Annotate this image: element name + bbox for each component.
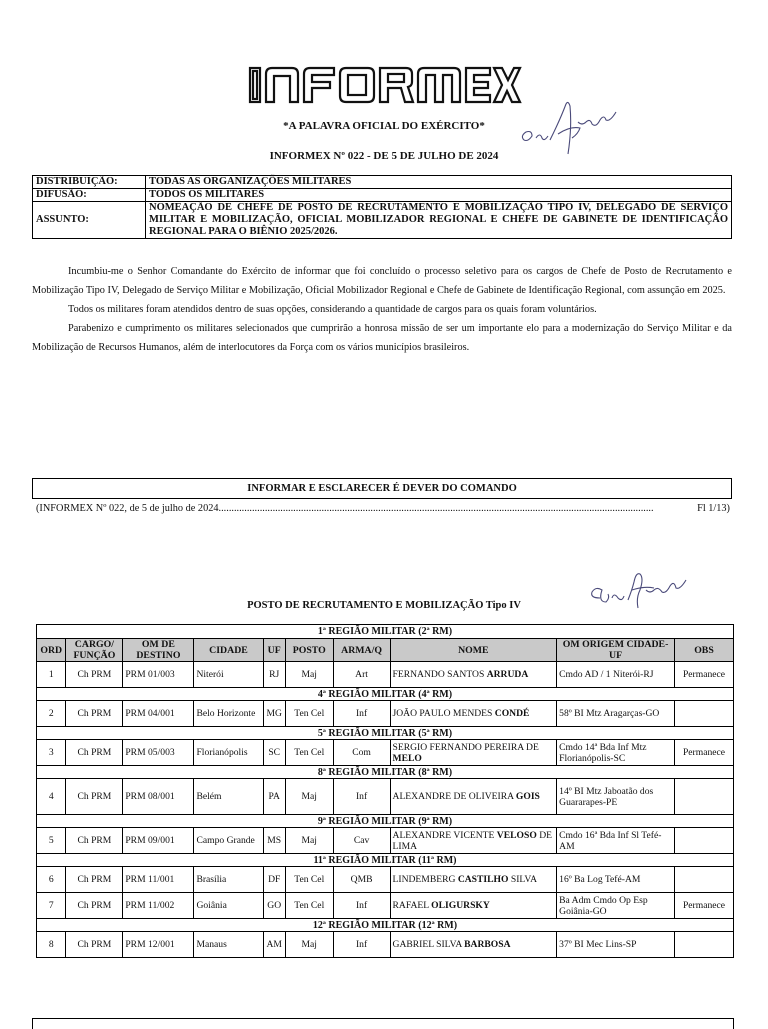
om-origem-cell: 14º BI Mtz Jaboatão dos Guararapes-PE bbox=[557, 779, 675, 815]
ord-cell: 4 bbox=[37, 779, 66, 815]
om-origem-cell: Cmdo 14ª Bda Inf Mtz Florianópolis-SC bbox=[557, 740, 675, 766]
nome-de-guerra: BARBOSA bbox=[464, 939, 511, 950]
column-header-row bbox=[37, 639, 734, 662]
column-header: OM ORIGEM CIDADE-UF bbox=[557, 639, 675, 662]
nome-part: RAFAEL bbox=[392, 900, 432, 911]
region-row bbox=[37, 688, 734, 701]
column-header: CIDADE bbox=[194, 639, 263, 662]
column-header: CARGO/ FUNÇÃO bbox=[66, 639, 123, 662]
cidade-cell: Goiânia bbox=[194, 893, 263, 919]
nome-cell bbox=[390, 701, 557, 727]
obs-cell: Permanece bbox=[675, 893, 734, 919]
subject-value: NOMEAÇÃO DE CHEFE DE POSTO DE RECRUTAMENTO E MOBILIZAÇÃO TIPO IV, DELEGADO DE SERVIÇO MILITAR E MOBILIZAÇÃO, OFICIAL MOBILIZADOR REGIONAL E CHEFE DE GABINETE DE IDENTIFICAÇÃO REGIONAL PARA O BIÊNIO 2025/2026. bbox=[146, 202, 732, 239]
uf-cell: DF bbox=[263, 867, 285, 893]
page-reference bbox=[36, 503, 730, 514]
obs-cell: Permanece bbox=[675, 740, 734, 766]
nome-de-guerra: VELOSO bbox=[496, 829, 537, 841]
om-origem-cell: 37º BI Mec Lins-SP bbox=[557, 932, 675, 958]
om-destino-cell: PRM 11/001 bbox=[123, 867, 194, 893]
om-origem-cell: 16º Ba Log Tefé-AM bbox=[557, 867, 675, 893]
arma-cell: Inf bbox=[333, 893, 390, 919]
paragraph-1: Incumbiu-me o Senhor Comandante do Exército de informar que foi concluído o processo seletivo para os cargos de Chefe de Posto de Recrutamento e Mobilização Tipo IV, Delegado de Serviço Militar e Mobilização, Oficial Mobilizador Regional e Chefe de Gabinete de Identificação Regional, com assunção em 2025. bbox=[32, 266, 732, 296]
distribution-row bbox=[33, 176, 732, 189]
nome-part: SERGIO FERNANDO PEREIRA DE bbox=[392, 741, 539, 753]
diffusion-row bbox=[33, 189, 732, 202]
region-row bbox=[37, 919, 734, 932]
table-title: POSTO DE RECRUTAMENTO E MOBILIZAÇÃO Tipo IV bbox=[247, 600, 521, 611]
slogan: *A PALAVRA OFICIAL DO EXÉRCITO* bbox=[283, 120, 485, 132]
cargo-cell: Ch PRM bbox=[66, 662, 123, 688]
uf-cell: SC bbox=[263, 740, 285, 766]
nome-de-guerra: CONDÉ bbox=[494, 708, 530, 719]
ord-cell: 2 bbox=[37, 701, 66, 727]
region-label: 1ª REGIÃO MILITAR (2ª RM) bbox=[37, 625, 734, 639]
nome-cell bbox=[390, 828, 557, 854]
table-body bbox=[37, 625, 734, 958]
table-row bbox=[37, 867, 734, 893]
om-destino-cell: PRM 09/001 bbox=[123, 828, 194, 854]
signature-mark bbox=[520, 98, 620, 156]
page-reference-right: Fl 1/13) bbox=[697, 503, 730, 514]
posto-cell: Ten Cel bbox=[285, 893, 333, 919]
uf-cell: MS bbox=[263, 828, 285, 854]
diffusion-label: DIFUSÃO: bbox=[33, 189, 146, 202]
posto-cell: Ten Cel bbox=[285, 867, 333, 893]
cidade-cell: Niterói bbox=[194, 662, 263, 688]
obs-cell bbox=[675, 779, 734, 815]
nome-cell bbox=[390, 867, 557, 893]
posto-cell: Ten Cel bbox=[285, 740, 333, 766]
arma-cell: Inf bbox=[333, 932, 390, 958]
posto-cell: Maj bbox=[285, 932, 333, 958]
table-row bbox=[37, 740, 734, 766]
cargo-cell: Ch PRM bbox=[66, 740, 123, 766]
cidade-cell: Manaus bbox=[194, 932, 263, 958]
nome-cell bbox=[390, 932, 557, 958]
informex-number-date: INFORMEX Nº 022 - DE 5 DE JULHO DE 2024 bbox=[269, 150, 499, 162]
region-label: 9ª REGIÃO MILITAR (9ª RM) bbox=[37, 815, 734, 828]
posto-cell: Maj bbox=[285, 828, 333, 854]
nome-de-guerra: ARRUDA bbox=[486, 669, 529, 680]
region-row bbox=[37, 854, 734, 867]
ord-cell: 5 bbox=[37, 828, 66, 854]
om-origem-cell: 58º BI Mtz Aragarças-GO bbox=[557, 701, 675, 727]
arma-cell: QMB bbox=[333, 867, 390, 893]
table-row bbox=[37, 701, 734, 727]
table-row bbox=[37, 932, 734, 958]
paragraph-2: Todos os militares foram atendidos dentro de suas opções, considerando a quantidade de cargos para os quais foram voluntários. bbox=[68, 304, 597, 315]
prm-table bbox=[36, 624, 734, 958]
uf-cell: AM bbox=[263, 932, 285, 958]
nome-part: SILVA bbox=[508, 874, 537, 885]
cidade-cell: Campo Grande bbox=[194, 828, 263, 854]
om-origem-cell: Ba Adm Cmdo Op Esp Goiânia-GO bbox=[557, 893, 675, 919]
region-row bbox=[37, 815, 734, 828]
svg-text:INFORMEX: INFORMEX bbox=[246, 62, 252, 63]
cidade-cell: Belo Horizonte bbox=[194, 701, 263, 727]
table-row bbox=[37, 893, 734, 919]
arma-cell: Inf bbox=[333, 779, 390, 815]
body-text bbox=[32, 262, 732, 357]
nome-part: DE LIMA bbox=[392, 829, 552, 852]
obs-cell bbox=[675, 867, 734, 893]
om-destino-cell: PRM 12/001 bbox=[123, 932, 194, 958]
column-header: OBS bbox=[675, 639, 734, 662]
region-label: 11ª REGIÃO MILITAR (11ª RM) bbox=[37, 854, 734, 867]
ord-cell: 7 bbox=[37, 893, 66, 919]
nome-de-guerra: CASTILHO bbox=[457, 874, 509, 885]
posto-cell: Ten Cel bbox=[285, 701, 333, 727]
arma-cell: Cav bbox=[333, 828, 390, 854]
cargo-cell: Ch PRM bbox=[66, 779, 123, 815]
ord-cell: 6 bbox=[37, 867, 66, 893]
om-origem-cell: Cmdo AD / 1 Niterói-RJ bbox=[557, 662, 675, 688]
om-origem-cell: Cmdo 16ª Bda Inf Sl Tefé-AM bbox=[557, 828, 675, 854]
posto-cell: Maj bbox=[285, 779, 333, 815]
region-row bbox=[37, 766, 734, 779]
column-header: UF bbox=[263, 639, 285, 662]
subject-row bbox=[33, 202, 732, 239]
ord-cell: 1 bbox=[37, 662, 66, 688]
nome-part: GABRIEL SILVA bbox=[392, 939, 465, 950]
uf-cell: MG bbox=[263, 701, 285, 727]
informex-logo bbox=[246, 62, 522, 108]
diffusion-value: TODOS OS MILITARES bbox=[146, 189, 732, 202]
column-header: ORD bbox=[37, 639, 66, 662]
om-destino-cell: PRM 04/001 bbox=[123, 701, 194, 727]
obs-cell bbox=[675, 701, 734, 727]
ord-cell: 8 bbox=[37, 932, 66, 958]
table-row bbox=[37, 779, 734, 815]
om-destino-cell: PRM 11/002 bbox=[123, 893, 194, 919]
cargo-cell: Ch PRM bbox=[66, 701, 123, 727]
column-header: OM DE DESTINO bbox=[123, 639, 194, 662]
distribution-value: TODAS AS ORGANIZAÇÕES MILITARES bbox=[146, 176, 732, 189]
ord-cell: 3 bbox=[37, 740, 66, 766]
om-destino-cell: PRM 05/003 bbox=[123, 740, 194, 766]
column-header: POSTO bbox=[285, 639, 333, 662]
obs-cell: Permanece bbox=[675, 662, 734, 688]
distribution-label: DISTRIBUIÇÃO: bbox=[33, 176, 146, 189]
table-row bbox=[37, 662, 734, 688]
nome-de-guerra: OLIGURSKY bbox=[431, 900, 490, 911]
cargo-cell: Ch PRM bbox=[66, 893, 123, 919]
cargo-cell: Ch PRM bbox=[66, 932, 123, 958]
page-reference-left: (INFORMEX Nº 022, de 5 de julho de 2024 bbox=[36, 503, 219, 514]
cidade-cell: Florianópolis bbox=[194, 740, 263, 766]
cargo-cell: Ch PRM bbox=[66, 828, 123, 854]
nome-part: LINDEMBERG bbox=[392, 874, 458, 885]
nome-part: ALEXANDRE DE OLIVEIRA bbox=[392, 791, 516, 802]
nome-part: JOÃO PAULO MENDES bbox=[392, 708, 495, 719]
uf-cell: RJ bbox=[263, 662, 285, 688]
obs-cell bbox=[675, 828, 734, 854]
column-header: NOME bbox=[390, 639, 557, 662]
uf-cell: PA bbox=[263, 779, 285, 815]
header-table bbox=[32, 175, 732, 239]
arma-cell: Art bbox=[333, 662, 390, 688]
table-row bbox=[37, 828, 734, 854]
nome-cell bbox=[390, 740, 557, 766]
nome-de-guerra: MELO bbox=[392, 752, 422, 764]
region-row bbox=[37, 625, 734, 639]
region-row bbox=[37, 727, 734, 740]
nome-part: ALEXANDRE VICENTE bbox=[392, 829, 497, 841]
region-label: 4ª REGIÃO MILITAR (4ª RM) bbox=[37, 688, 734, 701]
subject-label: ASSUNTO: bbox=[33, 202, 146, 239]
om-destino-cell: PRM 01/003 bbox=[123, 662, 194, 688]
cidade-cell: Belém bbox=[194, 779, 263, 815]
om-destino-cell: PRM 08/001 bbox=[123, 779, 194, 815]
nome-cell bbox=[390, 662, 557, 688]
nome-de-guerra: GOIS bbox=[515, 791, 540, 802]
cidade-cell: Brasília bbox=[194, 867, 263, 893]
nome-cell bbox=[390, 893, 557, 919]
arma-cell: Com bbox=[333, 740, 390, 766]
region-label: 5ª REGIÃO MILITAR (5ª RM) bbox=[37, 727, 734, 740]
obs-cell bbox=[675, 932, 734, 958]
paragraph-3: Parabenizo e cumprimento os militares selecionados que cumprirão a honrosa missão de ser um importante elo para a modernização do Serviço Militar e da Mobilização de Recursos Humanos, além de interlocutores da Força com os vários municípios brasileiros. bbox=[32, 323, 732, 353]
cargo-cell: Ch PRM bbox=[66, 867, 123, 893]
nome-part: FERNANDO SANTOS bbox=[392, 669, 487, 680]
posto-cell: Maj bbox=[285, 662, 333, 688]
uf-cell: GO bbox=[263, 893, 285, 919]
region-label: 12ª REGIÃO MILITAR (12ª RM) bbox=[37, 919, 734, 932]
nome-cell bbox=[390, 779, 557, 815]
dot-leader: ......................................................................................................................................................................... bbox=[218, 503, 654, 514]
arma-cell: Inf bbox=[333, 701, 390, 727]
region-label: 8ª REGIÃO MILITAR (8ª RM) bbox=[37, 766, 734, 779]
motto-box: INFORMAR E ESCLARECER É DEVER DO COMANDO bbox=[32, 478, 732, 499]
column-header: ARMA/Q bbox=[333, 639, 390, 662]
